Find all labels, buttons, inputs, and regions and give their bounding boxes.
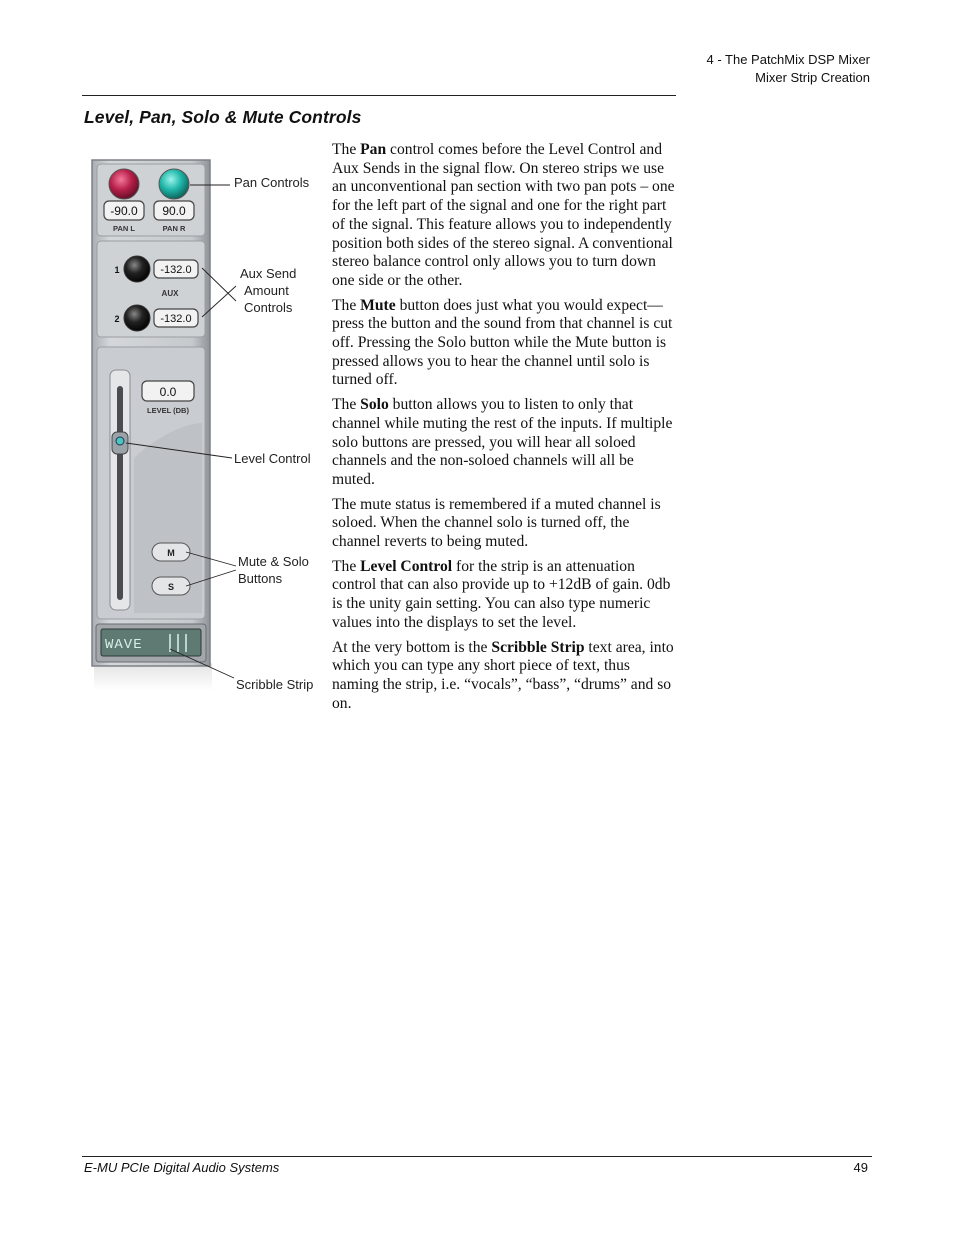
callout-aux-line-2: Amount <box>244 283 289 298</box>
paragraph-mute: The Mute button does just what you would expect—press the button and the sound from that channel is cut off. Pressing the Solo button while the Mute button is pressed allows you to hear the channel until solo is turned off. <box>332 296 673 389</box>
aux1-knob[interactable] <box>124 256 150 282</box>
paragraph-pan: The Pan control comes before the Level Control and Aux Sends in the signal flow. On stereo strips we use an unconventional pan section with two pan pots – one for the left part of the signal and one for the right part of the signal. This feature allows you to independently position both sides of the stereo signal. A conventional stereo balance control only allows you to turn down one side or the other. <box>332 141 675 289</box>
mixer-strip-illustration <box>90 158 322 698</box>
scribble-text: WAVE <box>105 637 143 653</box>
paragraph-mute-status: The mute status is remembered if a muted channel is soloed. When the channel solo is turned off, the channel reverts to being muted. <box>332 495 661 551</box>
pan-left-label: PAN L <box>113 224 135 233</box>
running-header <box>706 51 870 86</box>
solo-button-label: S <box>167 582 175 592</box>
pan-right-label: PAN R <box>162 224 186 233</box>
callout-aux-line-1: Aux Send <box>240 266 297 281</box>
footer-rule <box>82 1156 872 1157</box>
callout-aux-line-3: Controls <box>244 300 293 315</box>
callout-scribble-strip: Scribble Strip <box>236 677 314 692</box>
page-number: 49 <box>853 1160 868 1175</box>
level-value: 0.0 <box>159 385 177 399</box>
paragraph-level: The Level Control for the strip is an attenuation control that can also provide up to +12dB of gain. 0db is the unity gain setting. You can also type numeric values into the displays to set the level. <box>332 557 671 631</box>
level-fader-track[interactable] <box>117 386 123 600</box>
pan-right-value: 90.0 <box>162 204 186 218</box>
callout-level-control: Level Control <box>234 451 311 466</box>
aux-label: AUX <box>161 289 179 298</box>
level-label: LEVEL (DB) <box>147 406 189 415</box>
header-chapter: 4 - The PatchMix DSP Mixer <box>706 52 870 67</box>
mute-button-label: M <box>167 548 175 558</box>
mixer-strip-figure <box>90 158 322 698</box>
callout-pan-controls: Pan Controls <box>234 175 310 190</box>
section-title: Level, Pan, Solo & Mute Controls <box>84 107 362 127</box>
aux2-number: 2 <box>114 314 120 324</box>
callout-mute-solo-line-1: Mute & Solo <box>238 554 309 569</box>
pan-left-knob[interactable] <box>109 169 139 199</box>
pan-left-value: -90.0 <box>110 204 138 218</box>
paragraph-scribble: At the very bottom is the Scribble Strip text area, into which you can type any short piece of text, thus naming the strip, i.e. “vocals”, “bass”, “drums” and so on. <box>332 638 674 712</box>
header-section: Mixer Strip Creation <box>755 69 870 85</box>
aux2-value: -132.0 <box>160 313 192 325</box>
callout-mute-solo-line-2: Buttons <box>238 571 283 586</box>
footer-product: E-MU PCIe Digital Audio Systems <box>84 1160 280 1175</box>
paragraph-solo: The Solo button allows you to listen to only that channel while muting the rest of the inputs. If multiple solo buttons are pressed, you will hear all soloed channels and the non-soloed channels will all be muted. <box>332 396 673 488</box>
aux1-number: 1 <box>114 265 120 275</box>
header-rule <box>82 95 676 96</box>
aux1-value: -132.0 <box>160 264 192 276</box>
aux2-knob[interactable] <box>124 305 150 331</box>
body-text <box>332 141 677 719</box>
pan-right-knob[interactable] <box>159 169 189 199</box>
